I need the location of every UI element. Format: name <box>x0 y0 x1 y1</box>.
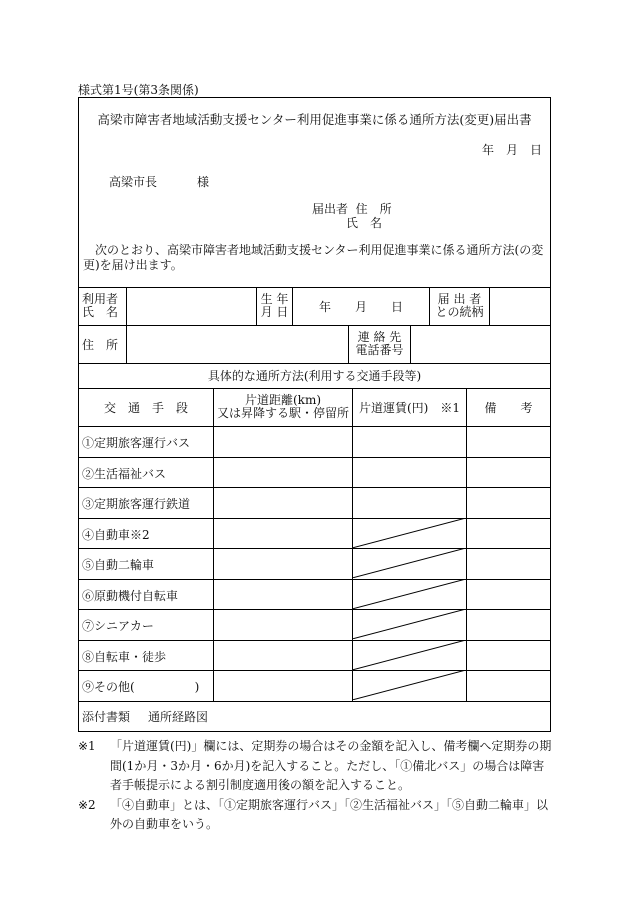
header-fare: 片道運賃(円) ※1 <box>359 400 460 415</box>
header-distance-line1: 片道距離(km) <box>244 393 321 407</box>
relation-label <box>430 287 489 325</box>
divider <box>79 426 550 427</box>
header-distance <box>214 388 352 426</box>
mode-row-bus: ①定期旅客運行バス <box>82 436 191 450</box>
divider <box>79 579 550 580</box>
divider <box>79 670 550 671</box>
note-text: 「片道運賃(円)」欄には、定期券の場合はその金額を記入し、備考欄へ定期券の期間(1か月・3か月・6か月)を記入すること。ただし、「①備北バス」の場合は障害者手帳提示による割引制度適用後の額を記入すること。 <box>110 739 552 792</box>
note-mark: ※1 <box>78 739 96 753</box>
mode-row-rail: ③定期旅客運行鉄道 <box>82 497 191 511</box>
applicant-label: 届出者 <box>312 202 349 216</box>
diagonal-strike <box>352 518 466 548</box>
addressee <box>109 173 209 190</box>
user-name-label-line1: 利用者 <box>82 292 119 306</box>
user-name-field[interactable] <box>127 288 256 325</box>
mode-row-moped: ⑥原動機付自転車 <box>82 589 179 603</box>
diagonal-strike <box>352 640 466 670</box>
birthdate-field[interactable]: 年 月 日 <box>318 299 403 314</box>
mode-row-senior-car: ⑦シニアカー <box>82 619 154 633</box>
date-field[interactable]: 年 月 日 <box>481 143 542 157</box>
divider <box>213 388 214 701</box>
diagonal-strike <box>352 548 466 578</box>
application-form <box>78 97 551 732</box>
transport-section-title: 具体的な通所方法(利用する交通手段等) <box>207 369 422 383</box>
note-item <box>78 796 556 835</box>
divider <box>79 609 550 610</box>
attachments-row <box>82 701 482 731</box>
mode-row-motorcycle: ⑤自動二輪車 <box>82 558 155 572</box>
diagonal-strike <box>352 609 466 639</box>
attachments-value: 通所経路図 <box>148 709 209 724</box>
attachments-label: 添付書類 <box>82 709 131 724</box>
diagonal-strike <box>352 670 466 700</box>
relation-label-line2: との続柄 <box>435 305 484 319</box>
addressee-name: 高梁市長 <box>109 175 158 189</box>
contact-label <box>349 325 410 363</box>
birthdate-label <box>257 287 292 325</box>
relation-field[interactable] <box>490 288 550 325</box>
divider <box>79 487 550 488</box>
form-number-label: 様式第1号(第3条関係) <box>78 83 199 97</box>
note-mark: ※2 <box>78 797 96 812</box>
contact-label-line1: 連 絡 先 <box>357 330 402 344</box>
contact-label-line2: 電話番号 <box>355 343 404 357</box>
mode-row-bicycle-walk: ⑧自転車・徒歩 <box>82 650 167 664</box>
form-title: 高梁市障害者地域活動支援センター利用促進事業に係る通所方法(変更)届出書 <box>97 112 532 127</box>
header-distance-line2: 又は昇降する駅・停留所 <box>216 406 349 420</box>
mode-row-other: ⑨その他( ) <box>82 680 200 694</box>
applicant-block <box>312 202 392 230</box>
divider <box>79 640 550 641</box>
intro-text: 次のとおり、高梁市障害者地域活動支援センター利用促進事業に係る通所方法(の変更)を届け出ます。 <box>83 243 544 272</box>
applicant-name-label[interactable]: 氏 名 <box>346 216 383 230</box>
header-remarks: 備 考 <box>484 400 533 415</box>
phone-field[interactable] <box>411 326 550 363</box>
birthdate-label-line2: 月 日 <box>260 305 289 319</box>
addressee-honorific: 様 <box>197 175 210 189</box>
address-label: 住 所 <box>82 337 119 352</box>
user-name-label-line2: 氏 名 <box>82 305 119 319</box>
applicant-address-label[interactable]: 住 所 <box>355 202 392 216</box>
header-mode: 交 通 手 段 <box>103 400 188 415</box>
note-item <box>78 737 556 796</box>
relation-label-line1: 届 出 者 <box>437 292 482 306</box>
divider <box>79 457 550 458</box>
user-name-label <box>82 287 126 325</box>
mode-row-welfare-bus: ②生活福祉バス <box>82 467 167 481</box>
notes <box>78 737 556 835</box>
birthdate-label-line1: 生 年 <box>260 292 289 306</box>
mode-row-car: ④自動車※2 <box>82 528 150 542</box>
address-field[interactable] <box>127 326 348 363</box>
divider <box>466 388 467 701</box>
note-text: 「④自動車」とは、「①定期旅客運行バス」「②生活福祉バス」「⑤自動二輪車」以外の自動車をいう。 <box>110 797 549 831</box>
diagonal-strike <box>352 579 466 609</box>
divider <box>79 548 550 549</box>
divider <box>79 518 550 519</box>
